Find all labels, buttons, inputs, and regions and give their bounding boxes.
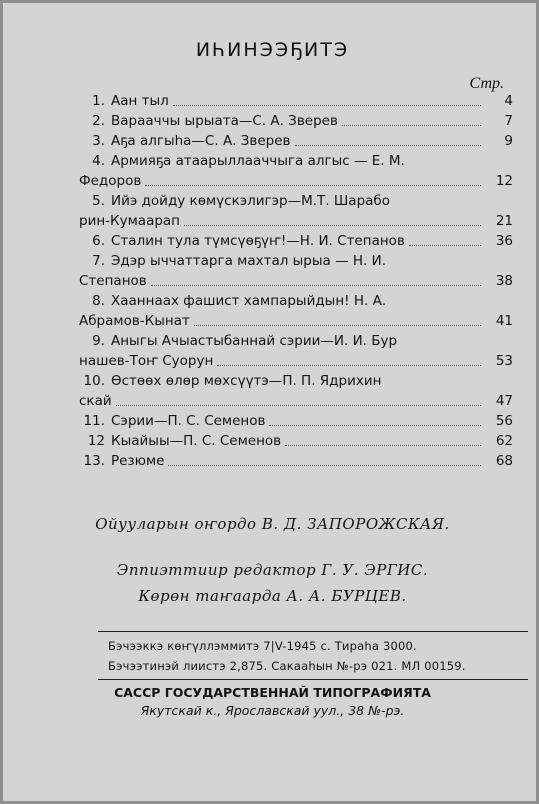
toc-entry-number: 12 bbox=[87, 433, 105, 449]
toc-entry-title: нашев-Тоҥ Суорун bbox=[79, 353, 214, 369]
toc-leader-dots bbox=[269, 425, 481, 426]
toc-leader-dots bbox=[217, 365, 481, 366]
toc-page-number: 56 bbox=[495, 413, 513, 429]
toc-entry-title: Армияҕа атаарыллааччыга алгыс — Е. М. bbox=[111, 153, 405, 169]
toc-entry-title: скай bbox=[79, 393, 112, 409]
toc-entry-title: Варааччы ырыата—С. А. Зверев bbox=[111, 113, 338, 129]
toc-leader-dots bbox=[151, 285, 481, 286]
toc-entry bbox=[79, 431, 513, 451]
page-column-label: Стр. bbox=[469, 75, 504, 92]
toc-page-number: 53 bbox=[495, 353, 513, 369]
toc-entry bbox=[79, 111, 513, 131]
toc-entry-number: 13. bbox=[83, 453, 105, 469]
toc-entry-number: 2. bbox=[92, 113, 105, 129]
toc-leader-dots bbox=[145, 185, 481, 186]
editor-credit: Эппиэттиир редактор Г. У. ЭРГИС. bbox=[116, 561, 429, 579]
toc-entry-title: Ийэ дойду көмүскэлигэр—М.Т. Шарабо bbox=[111, 193, 391, 209]
toc-page-number: 9 bbox=[504, 133, 513, 149]
toc-leader-dots bbox=[295, 145, 481, 146]
toc-entry bbox=[79, 411, 513, 431]
toc-leader-dots bbox=[194, 325, 481, 326]
imprint-line-1: Бэчээккэ көҥүллэммитэ 7|V-1945 с. Тираһа 3000. bbox=[108, 639, 417, 653]
toc-entry-number: 11. bbox=[83, 413, 105, 429]
toc-entry-title: Сэрии—П. С. Семенов bbox=[111, 413, 266, 429]
toc-entry-number: 5. bbox=[92, 193, 105, 209]
toc-leader-dots bbox=[184, 225, 481, 226]
proofreader-credit: Көрөн таҥаарда А. А. БУРЦЕВ. bbox=[138, 587, 407, 605]
toc-entry bbox=[79, 291, 513, 331]
toc-page-number: 62 bbox=[495, 433, 513, 449]
illustrator-credit: Ойууларын оҥордо В. Д. ЗАПОРОЖСКАЯ. bbox=[95, 515, 450, 533]
toc-page-number: 12 bbox=[495, 173, 513, 189]
toc-page-number: 41 bbox=[495, 313, 513, 329]
printer-address: Якутскай к., Ярославскай уул., 38 №-рэ. bbox=[140, 703, 405, 718]
toc-entry-number: 9. bbox=[92, 333, 105, 349]
toc-page-number: 7 bbox=[504, 113, 513, 129]
toc-leader-dots bbox=[116, 405, 481, 406]
toc-entry bbox=[79, 451, 513, 471]
toc-entry bbox=[79, 231, 513, 251]
toc-entry-number: 1. bbox=[92, 93, 105, 109]
toc-page-number: 38 bbox=[495, 273, 513, 289]
toc-entry-title: Кыайыы—П. С. Семенов bbox=[111, 433, 282, 449]
toc-page-number: 36 bbox=[495, 233, 513, 249]
toc-entry-title: Абрамов-Кынат bbox=[79, 313, 190, 329]
toc-leader-dots bbox=[168, 465, 481, 466]
imprint-top-rule bbox=[98, 631, 528, 632]
toc-page-number: 68 bbox=[495, 453, 513, 469]
toc-page-number: 21 bbox=[495, 213, 513, 229]
toc-entry bbox=[79, 191, 513, 231]
toc-entry bbox=[79, 151, 513, 191]
toc-entry-number: 4. bbox=[92, 153, 105, 169]
toc-entry-title: Өстөөх өлөр мөхсүүтэ—П. П. Ядрихин bbox=[111, 373, 382, 389]
imprint-bottom-rule bbox=[98, 679, 528, 680]
toc-entry bbox=[79, 251, 513, 291]
toc-entry-number: 3. bbox=[92, 133, 105, 149]
toc-entry-title: Федоров bbox=[79, 173, 142, 189]
toc-leader-dots bbox=[173, 105, 481, 106]
toc-leader-dots bbox=[285, 445, 481, 446]
toc-leader-dots bbox=[342, 125, 481, 126]
toc-entry bbox=[79, 371, 513, 411]
toc-entry-title: Аан тыл bbox=[111, 93, 169, 109]
toc-page-number: 4 bbox=[504, 93, 513, 109]
table-of-contents bbox=[79, 91, 513, 471]
printer-name: САССР ГОСУДАРСТВЕННАЙ ТИПОГРАФИЯТА bbox=[114, 685, 431, 700]
toc-entry-number: 10. bbox=[83, 373, 105, 389]
toc-leader-dots bbox=[409, 245, 481, 246]
toc-entry-title: Аныгы Ачыастыбаннай сэрии—И. И. Бур bbox=[111, 333, 398, 349]
toc-entry bbox=[79, 331, 513, 371]
toc-entry bbox=[79, 91, 513, 111]
toc-entry-title: рин-Кумаарап bbox=[79, 213, 181, 229]
toc-entry-title: Сталин тула түмсүөҕүҥ!—Н. И. Степанов bbox=[111, 233, 405, 249]
toc-entry-number: 6. bbox=[92, 233, 105, 249]
toc-page-number: 47 bbox=[495, 393, 513, 409]
toc-entry-title: Степанов bbox=[79, 273, 147, 289]
toc-entry-title: Аҕа алгыһа—С. А. Зверев bbox=[111, 133, 291, 149]
toc-entry-title: Хааннаах фашист хампарыйдын! Н. А. bbox=[111, 293, 387, 309]
imprint-line-2: Бэчээтинэй лиистэ 2,875. Сакааһын №-рэ 021. МЛ 00159. bbox=[108, 659, 466, 673]
toc-entry bbox=[79, 131, 513, 151]
toc-entry-number: 7. bbox=[92, 253, 105, 269]
toc-entry-number: 8. bbox=[92, 293, 105, 309]
contents-title: ИҺИНЭЭҔИТЭ bbox=[195, 39, 350, 61]
toc-entry-title: Резюме bbox=[111, 453, 165, 469]
toc-entry-title: Эдэр ыччаттарга махтал ырыа — Н. И. bbox=[111, 253, 387, 269]
